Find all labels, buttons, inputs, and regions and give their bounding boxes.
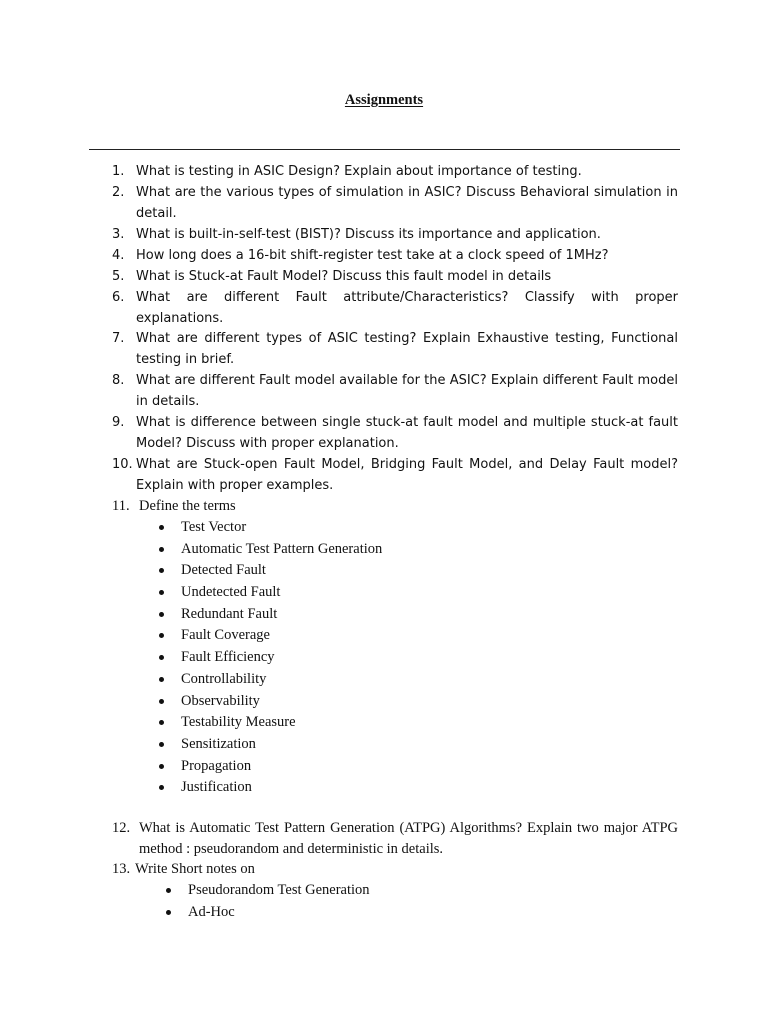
bullet-icon [159, 633, 164, 638]
list-item: Justification [157, 777, 382, 799]
question-2 [112, 182, 678, 224]
question-10 [112, 454, 678, 496]
question-7 [112, 328, 678, 370]
list-item: Testability Measure [157, 712, 382, 734]
question-number: 9. [112, 415, 125, 430]
question-9 [112, 412, 678, 454]
bullet-icon [159, 590, 164, 595]
question-8 [112, 370, 678, 412]
question-number: 5. [112, 269, 125, 284]
question-text: What is built-in-self-test (BIST)? Discuss its importance and application. [136, 227, 601, 242]
question-text: What is difference between single stuck-at fault model and multiple stuck-at fault Model? Discuss with proper explanation. [136, 415, 678, 451]
bullet-icon [166, 910, 171, 915]
question-4 [112, 245, 678, 266]
question-text: What are different Fault attribute/Characteristics? Classify with proper explanations. [136, 290, 678, 326]
title-divider [89, 149, 680, 150]
list-item: Fault Coverage [157, 625, 382, 647]
question-number: 11. [112, 498, 130, 514]
bullet-icon [159, 568, 164, 573]
question-number: 8. [112, 373, 125, 388]
question-text: What is testing in ASIC Design? Explain about importance of testing. [136, 164, 582, 179]
page-title: Assignments [344, 92, 424, 108]
list-item: Observability [157, 691, 382, 713]
question-text: What are different types of ASIC testing? Explain Exhaustive testing, Functional testing in brief. [136, 331, 678, 367]
bullet-icon [159, 612, 164, 617]
question-text: What are Stuck-open Fault Model, Bridging Fault Model, and Delay Fault model? Explain with proper examples. [136, 457, 678, 493]
question-text: What is Stuck-at Fault Model? Discuss this fault model in details [136, 269, 552, 284]
list-item: Fault Efficiency [157, 647, 382, 669]
list-item: Undetected Fault [157, 582, 382, 604]
list-item: Automatic Test Pattern Generation [157, 539, 382, 561]
question-number: 4. [112, 248, 125, 263]
list-item: Pseudorandom Test Generation [164, 880, 370, 902]
question-text: What are the various types of simulation in ASIC? Discuss Behavioral simulation in detail. [136, 185, 678, 221]
list-item: Controllability [157, 669, 382, 691]
question-3 [112, 224, 678, 245]
list-item: Propagation [157, 756, 382, 778]
question-1 [112, 161, 678, 182]
bullet-icon [159, 785, 164, 790]
bullet-icon [159, 699, 164, 704]
bullet-icon [159, 720, 164, 725]
question-text: Define the terms [139, 498, 236, 514]
bullet-icon [159, 742, 164, 747]
question-text: Write Short notes on [135, 861, 255, 877]
question-13 [112, 859, 678, 880]
question-6 [112, 287, 678, 329]
question-number: 10. [112, 457, 133, 472]
bullet-icon [159, 547, 164, 552]
question-11 [112, 496, 678, 517]
question-text: What are different Fault model available for the ASIC? Explain different Fault model in details. [136, 373, 678, 409]
bullet-icon [166, 888, 171, 893]
list-item: Sensitization [157, 734, 382, 756]
question-number: 6. [112, 290, 125, 305]
terms-list [157, 517, 382, 799]
list-item: Redundant Fault [157, 604, 382, 626]
short-notes-list [164, 880, 370, 923]
bullet-icon [159, 677, 164, 682]
question-number: 1. [112, 164, 125, 179]
question-number: 13. [112, 861, 131, 877]
question-5 [112, 266, 678, 287]
bullet-icon [159, 655, 164, 660]
question-12 [112, 818, 678, 860]
question-number: 2. [112, 185, 125, 200]
list-item: Test Vector [157, 517, 382, 539]
question-text: How long does a 16-bit shift-register test take at a clock speed of 1MHz? [136, 248, 609, 263]
bullet-icon [159, 525, 164, 530]
question-text: What is Automatic Test Pattern Generation (ATPG) Algorithms? Explain two major ATPG method : pseudorandom and deterministic in details. [139, 820, 678, 857]
question-number: 7. [112, 331, 125, 346]
list-item: Detected Fault [157, 560, 382, 582]
bullet-icon [159, 764, 164, 769]
list-item: Ad-Hoc [164, 902, 370, 924]
question-number: 3. [112, 227, 125, 242]
question-number: 12. [112, 820, 131, 836]
